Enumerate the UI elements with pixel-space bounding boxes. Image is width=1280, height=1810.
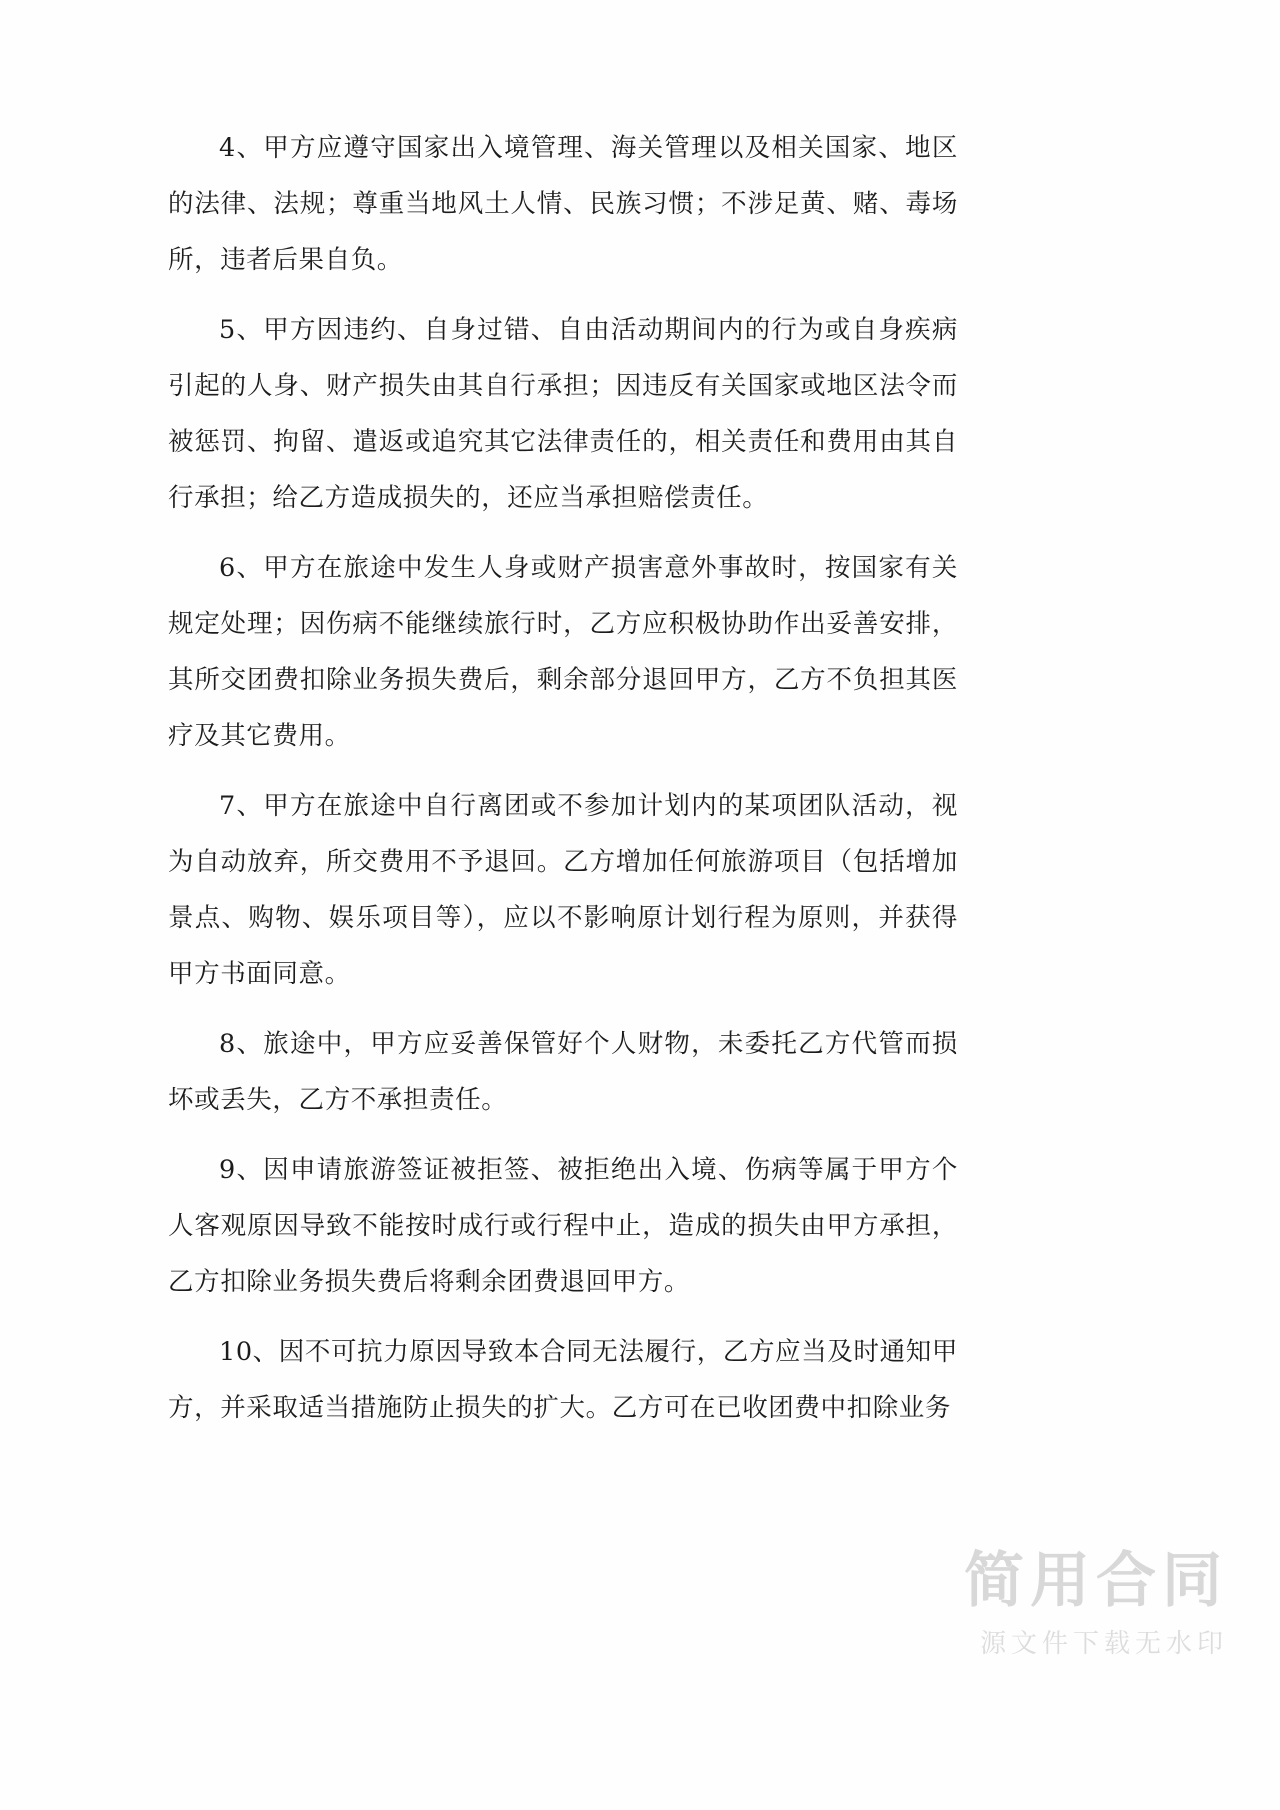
watermark xyxy=(758,1546,1228,1660)
paragraph-6: 6、甲方在旅途中发生人身或财产损害意外事故时，按国家有关规定处理；因伤病不能继续旅行时，乙方应积极协助作出妥善安排，其所交团费扣除业务损失费后，剩余部分退回甲方，乙方不负担其医疗及其它费用。 xyxy=(168,553,958,751)
watermark-subtitle: 源文件下载无水印 xyxy=(979,1629,1228,1659)
paragraph-5: 5、甲方因违约、自身过错、自由活动期间内的行为或自身疾病引起的人身、财产损失由其自行承担；因违反有关国家或地区法令而被惩罚、拘留、遣返或追究其它法律责任的，相关责任和费用由其自行承担；给乙方造成损失的，还应当承担赔偿责任。 xyxy=(168,315,958,513)
paragraph-9: 9、因申请旅游签证被拒签、被拒绝出入境、伤病等属于甲方个人客观原因导致不能按时成行或行程中止，造成的损失由甲方承担，乙方扣除业务损失费后将剩余团费退回甲方。 xyxy=(168,1155,958,1297)
paragraph-8: 8、旅途中，甲方应妥善保管好个人财物，未委托乙方代管而损坏或丢失，乙方不承担责任。 xyxy=(168,1029,958,1115)
paragraph-4: 4、甲方应遵守国家出入境管理、海关管理以及相关国家、地区的法律、法规；尊重当地风土人情、民族习惯；不涉足黄、赌、毒场所，违者后果自负。 xyxy=(168,133,958,275)
paragraph-10: 10、因不可抗力原因导致本合同无法履行，乙方应当及时通知甲方，并采取适当措施防止损失的扩大。乙方可在已收团费中扣除业务 xyxy=(168,1337,958,1423)
document-text-body xyxy=(168,120,958,1436)
watermark-title: 简用合同 xyxy=(964,1546,1228,1616)
paragraph-7: 7、甲方在旅途中自行离团或不参加计划内的某项团队活动，视为自动放弃，所交费用不予退回。乙方增加任何旅游项目（包括增加景点、购物、娱乐项目等），应以不影响原计划行程为原则，并获得甲方书面同意。 xyxy=(168,791,958,989)
